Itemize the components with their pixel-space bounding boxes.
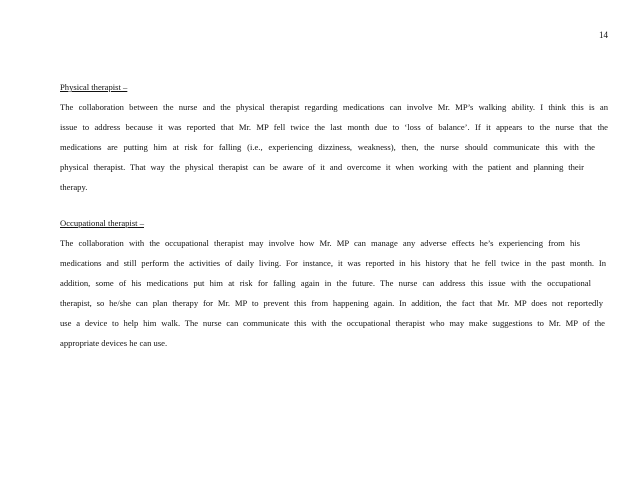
- section-heading: Physical therapist –: [60, 82, 128, 92]
- paragraph-line: appropriate devices he can use.: [60, 338, 168, 348]
- physical-therapist-section: [60, 77, 608, 197]
- document-body: [60, 77, 608, 353]
- paragraph-line: The collaboration between the nurse and the physical therapist regarding medications can involve Mr. MP’s walking ability. I think this is an: [60, 102, 608, 112]
- paragraph-line: medications are putting him at risk for falling (i.e., experiencing dizziness, weakness), then, the nurse should communicate this with the: [60, 142, 595, 152]
- section-heading: Occupational therapist –: [60, 218, 144, 228]
- occupational-therapist-section: [60, 213, 608, 353]
- paragraph-line: use a device to help him walk. The nurse can communicate this with the occupational therapist who may make suggestions to Mr. MP of the: [60, 318, 605, 328]
- page-number: 14: [599, 30, 608, 40]
- paragraph-line: medications and still perform the activities of daily living. For instance, it was reported in his history that he fell twice in the past month. In: [60, 258, 606, 268]
- paragraph-line: physical therapist. That way the physical therapist can be aware of it and overcome it when working with the patient and planning their: [60, 162, 584, 172]
- paragraph-line: therapist, so he/she can plan therapy for Mr. MP to prevent this from happening again. In addition, the fact that Mr. MP does not reportedly: [60, 298, 603, 308]
- paragraph-line: issue to address because it was reported that Mr. MP fell twice the last month due to ‘loss of balance’. If it appears to the nurse that the: [60, 122, 608, 132]
- paragraph-line: The collaboration with the occupational therapist may involve how Mr. MP can manage any adverse effects he’s experiencing from his: [60, 238, 580, 248]
- paragraph-line: addition, some of his medications put him at risk for falling again in the future. The nurse can address this issue with the occupational: [60, 278, 591, 288]
- paragraph-line: therapy.: [60, 182, 88, 192]
